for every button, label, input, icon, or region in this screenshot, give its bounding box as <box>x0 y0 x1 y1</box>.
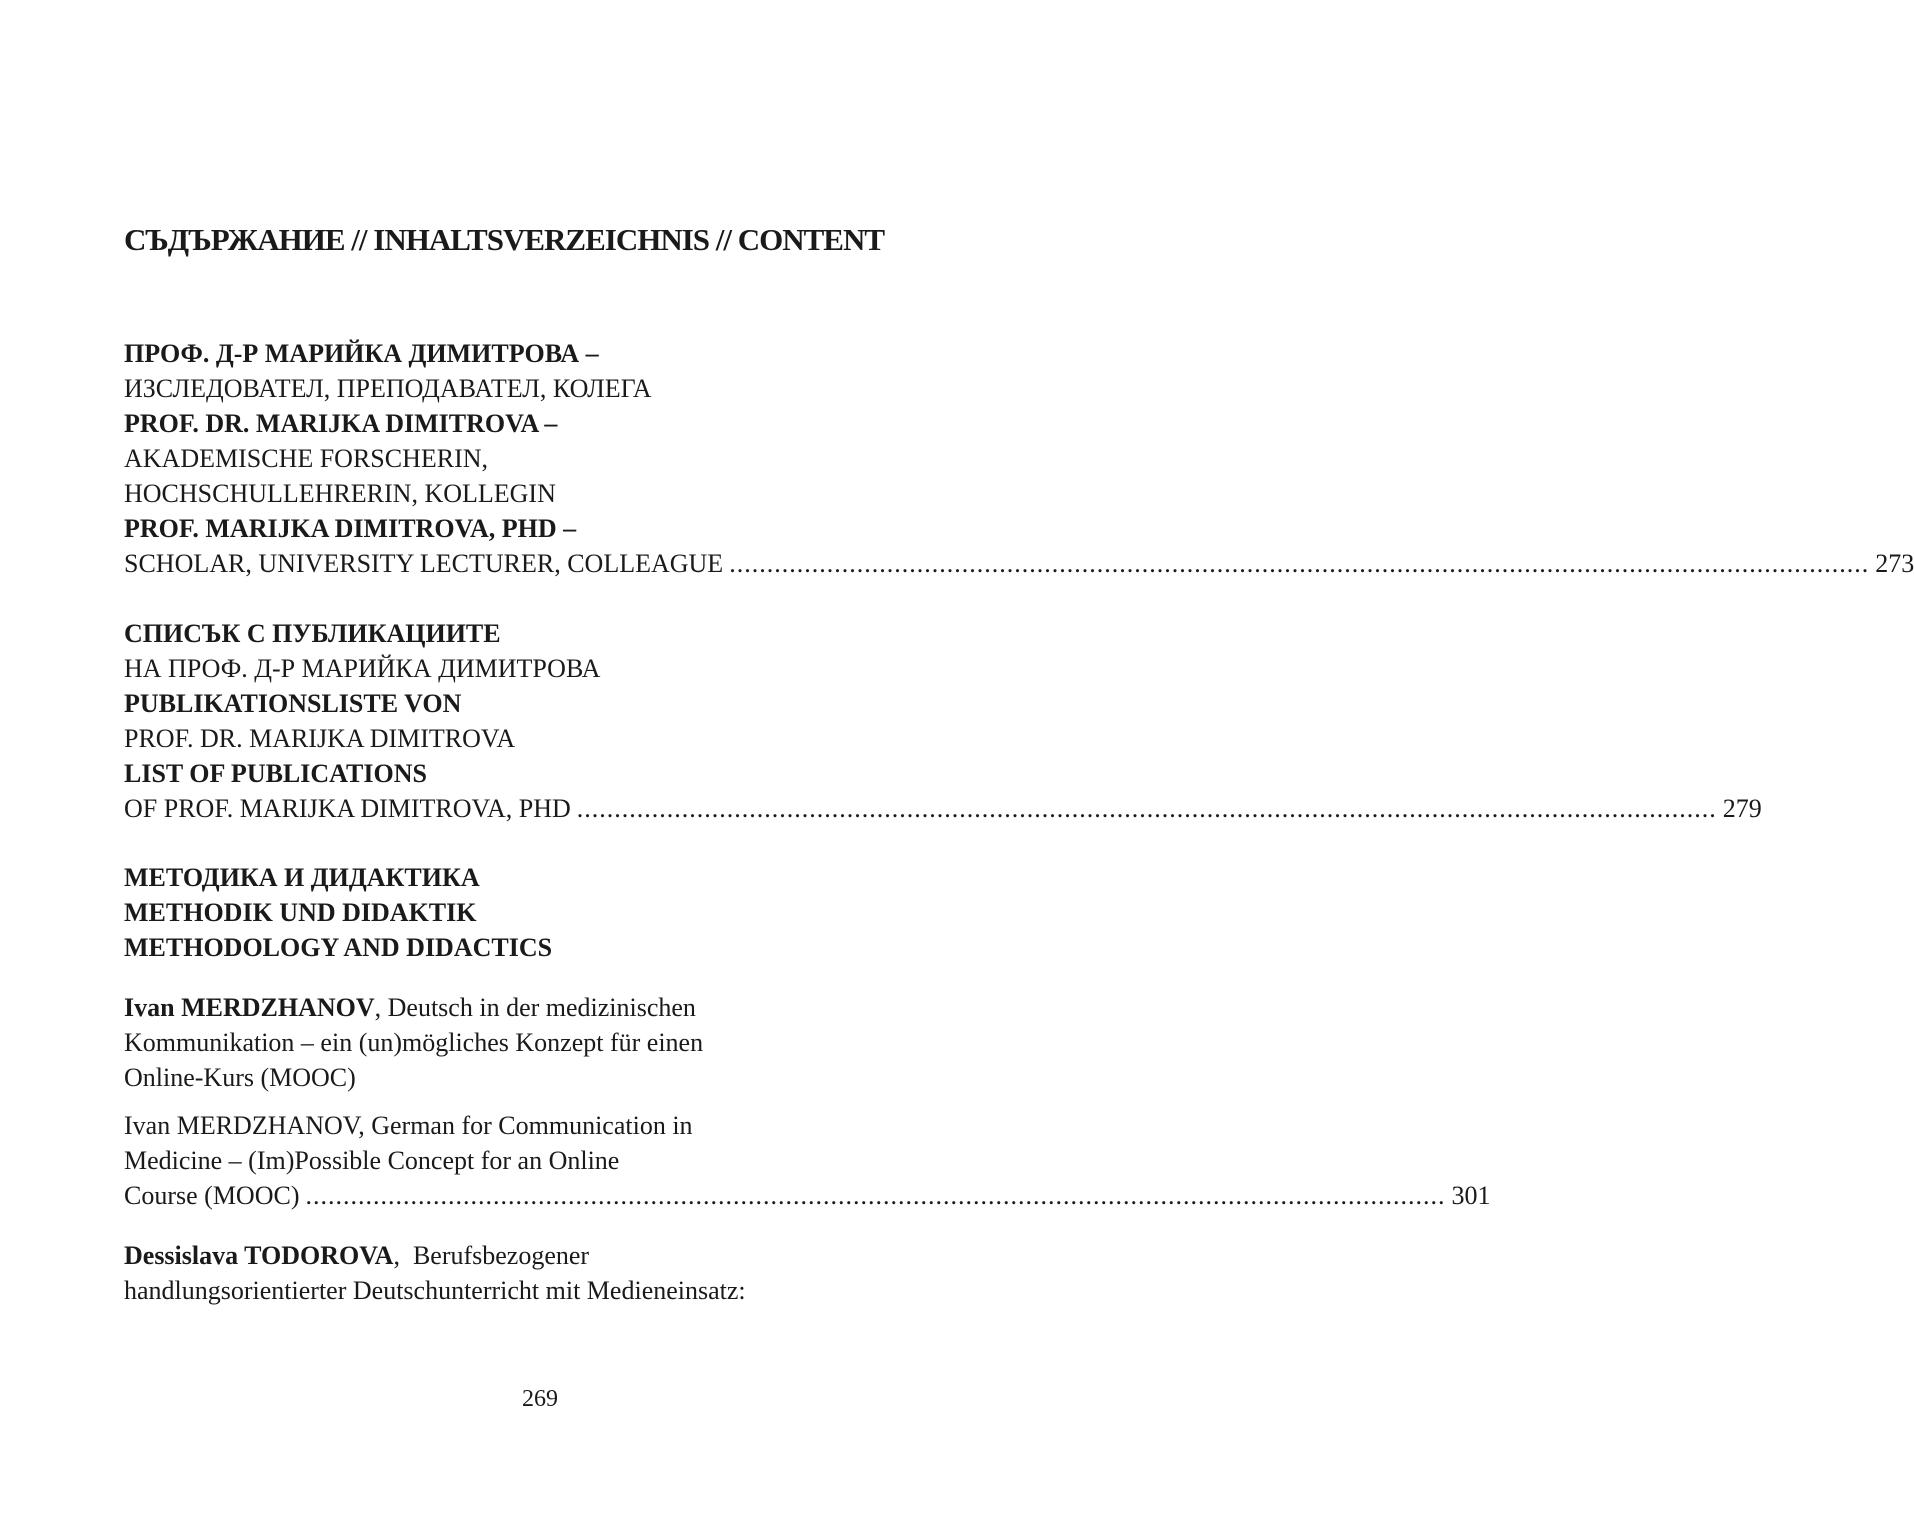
article-title-part: , Berufsbezogener <box>393 1241 590 1270</box>
leader-dots: ........................................................................................................................................................ <box>305 1181 1446 1210</box>
section-heading <box>124 860 934 965</box>
entry-leader-line <box>124 791 1762 826</box>
article-author: Ivan MERDZHANOV <box>124 993 375 1022</box>
section-title-en: METHODOLOGY AND DIDACTICS <box>124 933 553 962</box>
leader-dots: ........................................................................................................................................................ <box>576 794 1717 823</box>
entry-title-en: LIST OF PUBLICATIONS <box>124 759 427 788</box>
toc-entry-dimitrova-tribute[interactable] <box>124 336 1914 581</box>
leader-dots: ........................................................................................................................................................ <box>729 549 1870 578</box>
article-line <box>124 990 934 1025</box>
article-title-part: , Deutsch in der medizinischen <box>374 993 696 1022</box>
article-line: Kommunikation – ein (un)mögliches Konzept für einen <box>124 1028 704 1057</box>
toc-entry-publications-list[interactable] <box>124 616 1762 826</box>
article-line: Online-Kurs (MOOC) <box>124 1063 356 1092</box>
entry-subtitle-bg: ИЗСЛЕДОВАТЕЛ, ПРЕПОДАВАТЕЛ, КОЛЕГА <box>124 374 652 403</box>
toc-entry-merdzhanov-de[interactable] <box>124 990 934 1095</box>
entry-title-bg: СПИСЪК С ПУБЛИКАЦИИТЕ <box>124 619 501 648</box>
section-title-bg: МЕТОДИКА И ДИДАКТИКА <box>124 863 480 892</box>
entry-subtitle-en: OF PROF. MARIJKA DIMITROVA, PHD <box>124 794 571 823</box>
entry-subtitle-de: HOCHSCHULLEHRERIN, KOLLEGIN <box>124 479 556 508</box>
entry-title-en: PROF. MARIJKA DIMITROVA, PHD – <box>124 514 577 543</box>
section-title-de: METHODIK UND DIDAKTIK <box>124 898 477 927</box>
entry-subtitle-en: SCHOLAR, UNIVERSITY LECTURER, COLLEAGUE <box>124 549 724 578</box>
entry-title-de: PROF. DR. MARIJKA DIMITROVA – <box>124 409 558 438</box>
article-line: Ivan MERDZHANOV, German for Communication in <box>124 1111 693 1140</box>
page-number: 269 <box>522 1386 558 1412</box>
entry-subtitle-de: PROF. DR. MARIJKA DIMITROVA <box>124 724 516 753</box>
toc-entry-todorova[interactable] <box>124 1238 934 1308</box>
entry-leader-line <box>124 1178 1491 1213</box>
article-line: Medicine – (Im)Possible Concept for an Online <box>124 1146 620 1175</box>
entry-page-number: 301 <box>1451 1181 1491 1210</box>
entry-title-de: PUBLIKATIONSLISTE VON <box>124 689 462 718</box>
page-title: СЪДЪРЖАНИЕ // INHALTSVERZEICHNIS // CONTENT <box>124 222 885 257</box>
entry-page-number: 279 <box>1722 794 1762 823</box>
toc-entry-merdzhanov-en[interactable] <box>124 1108 1491 1213</box>
article-line: handlungsorientierter Deutschunterricht mit Medieneinsatz: <box>124 1276 746 1305</box>
entry-leader-line <box>124 546 1914 581</box>
article-line <box>124 1238 934 1273</box>
entry-subtitle-de: AKADEMISCHE FORSCHERIN, <box>124 444 489 473</box>
article-author: Dessislava TODOROVA <box>124 1241 394 1270</box>
entry-title-bg: ПРОФ. Д-Р МАРИЙКА ДИМИТРОВА – <box>124 339 599 368</box>
entry-page-number: 273 <box>1875 549 1914 578</box>
article-title-part: Course (MOOC) <box>124 1181 300 1210</box>
entry-subtitle-bg: НА ПРОФ. Д-Р МАРИЙКА ДИМИТРОВА <box>124 654 601 683</box>
